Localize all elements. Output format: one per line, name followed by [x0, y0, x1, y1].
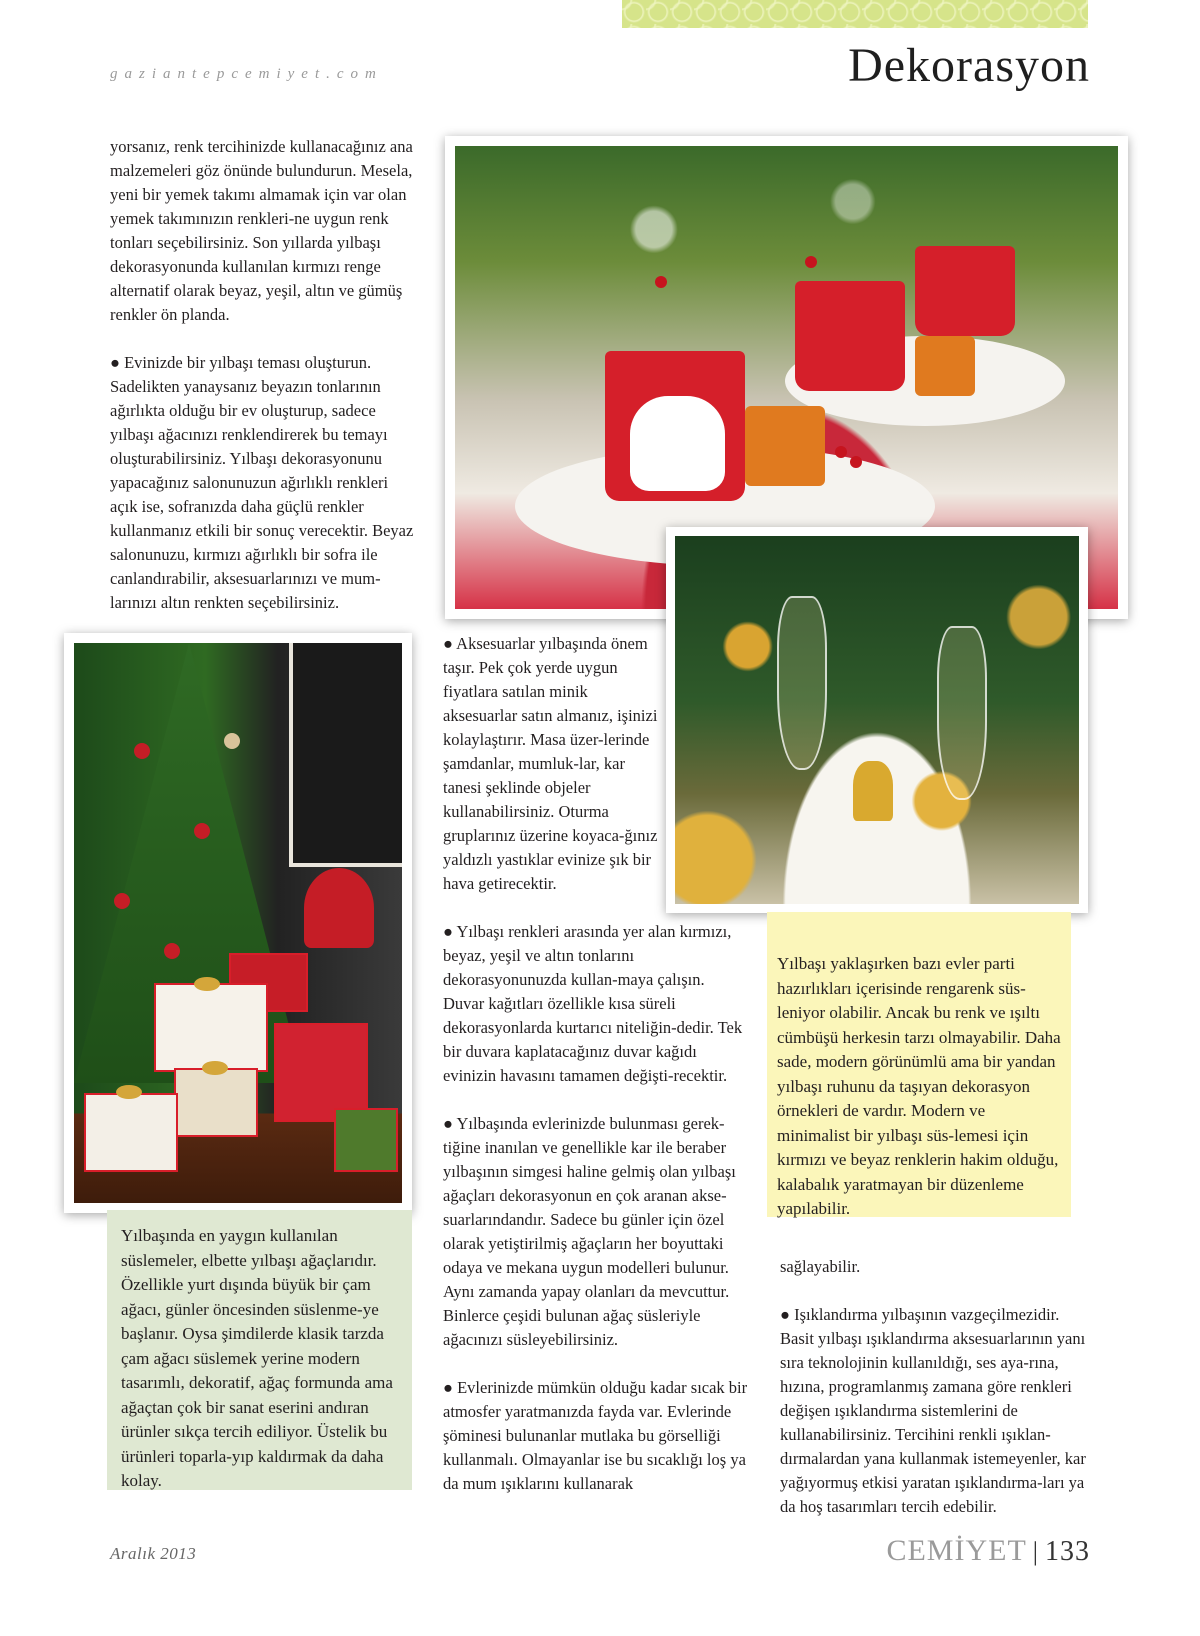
- red-ornament: [134, 743, 150, 759]
- callout-green-box: [107, 1210, 412, 1490]
- article-column-2-top: [443, 632, 661, 896]
- gold-bell-candle: [853, 761, 893, 821]
- gift-bow: [202, 1061, 228, 1075]
- paragraph: ● Evlerinizde mümkün olduğu kadar sıcak bir atmosfer yaratmanızda fayda var. Evlerinde şöminesi bulunanlar mutlaka bu görselliği kullanmalı. Olmayanlar ise bu sıcaklığı loş ya da mum ışıklarını kullanarak: [443, 1378, 748, 1493]
- gift-bow: [194, 977, 220, 991]
- header-pattern-band: [622, 0, 1088, 28]
- page-footer: [886, 1534, 1090, 1568]
- santa-ornament: [630, 396, 725, 491]
- paragraph: ● Yılbaşında evlerinizde bulunması gerek-tiğine inanılan ve genellikle kar ile beraber yılbaşının simgesi haline gelmiş olan yılbaşı ağaçları dekorasyonun en çok aranan akse-suarlarındandır. Sadece bu günler için özel olarak yetiştirilmiş ağaçların her boyuttaki odaya ve mekana uygun modelleri bulunur. Aynı zamanda yapay olanları da mevcuttur. Binlerce çeşidi bulunan ağaç süsleriyle ağacınızı süsleyebilirsiniz.: [443, 1114, 736, 1349]
- holly-berry: [805, 256, 817, 268]
- red-ornament: [194, 823, 210, 839]
- champagne-glass: [937, 626, 987, 800]
- magazine-name: CEMİYET: [886, 1534, 1027, 1567]
- photo-christmas-tree-gifts: [74, 643, 402, 1203]
- photo-champagne-glasses: [675, 536, 1079, 904]
- gift-box: [334, 1108, 398, 1172]
- red-ornament: [164, 943, 180, 959]
- paragraph: ● Aksesuarlar yılbaşında önem taşır. Pek çok yerde uygun fiyatlara satılan minik aksesuarlar satın almanız, işinizi kolaylaştırır. Masa üzer-lerinde şamdanlar, mumluk-lar, kar tanesi şeklinde objeler kullanabilirsiniz. Oturma gruplarınız üzerine koyaca-ğınız yaldızlı yastıklar evinize şık bir hava getirecektir.: [443, 634, 658, 893]
- holly-berry: [655, 276, 667, 288]
- gift-box: [84, 1093, 178, 1172]
- holly-berry: [850, 456, 862, 468]
- article-column-1: [110, 135, 415, 615]
- photo-champagne-frame: [666, 527, 1088, 913]
- gift-bow: [116, 1085, 142, 1099]
- site-url: gaziantepcemiyet.com: [110, 66, 383, 82]
- footer-separator: |: [1032, 1537, 1039, 1566]
- callout-yellow-box: [767, 912, 1071, 1217]
- section-title: Dekorasyon: [848, 39, 1090, 92]
- callout-text: Yılbaşında en yaygın kullanılan süslemeler, elbette yılbaşı ağaçlarıdır. Özellikle yurt dışında büyük bir çam ağacı, günler öncesinden süslenme-ye başlanır. Oysa şimdilerde klasik tarzda çam ağacı süslemek yerine modern tasarımlı, dekoratif, ağaç formunda ama ağaçtan çok bir sanat eserini andıran ürünler sıkça tercih ediliyor. Üstelik bu ürünleri toparla-yıp kaldırmak da daha kolay.: [121, 1226, 393, 1490]
- candle: [915, 336, 975, 396]
- article-column-3: [780, 1255, 1090, 1519]
- red-mug: [915, 246, 1015, 336]
- candle: [745, 406, 825, 486]
- paragraph: sağlayabilir.: [780, 1257, 861, 1276]
- paragraph: ● Yılbaşı renkleri arasında yer alan kırmızı, beyaz, yeşil ve altın tonlarını dekorasyonunuzda kullan-maya çalışın. Duvar kağıtları özellikle kısa süreli dekorasyonlarda kurtarıcı niteliğin-dedir. Tek bir duvara kaplatacağınız duvar kağıdı evinizin havasını tamamen değişti-recektir.: [443, 922, 743, 1085]
- paragraph: yorsanız, renk tercihinizde kullanacağınız ana malzemeleri göz önünde bulundurun. Mesela, yeni bir yemek takımı almamak için var olan yemek takımınızın renkleri-ne uygun renk tonları seçebilirsiniz. Son yıllarda yılbaşı dekorasyonunda kullanılan kırmızı renge alternatif olarak beyaz, yeşil, altın ve gümüş renkler ön planda.: [110, 137, 413, 324]
- red-ornament: [114, 893, 130, 909]
- red-mug: [795, 281, 905, 391]
- page-number: 133: [1045, 1536, 1090, 1567]
- snowy-window: [289, 643, 402, 867]
- issue-date: Aralık 2013: [110, 1544, 197, 1563]
- paragraph: ● Evinizde bir yılbaşı teması oluşturun. Sadelikten yanaysanız beyazın tonlarının ağırlıkta olduğu bir ev oluşturup, sadece yılbaşı ağacınızı renklendirerek bu temayı oluşturabilirsiniz. Yılbaşı dekorasyonunu yapacağınız salonunuzun ağırlıklı renkleri açık ise, sofranızda daha güçlü renkler kullanmanız etkili bir sonuç verecektir. Beyaz salonunuzu, kırmızı ağırlıklı bir sofra ile canlandırabilir, aksesuarlarınızı ve mum-larınızı altın renkten seçebilirsiniz.: [110, 353, 414, 612]
- callout-text: Yılbaşı yaklaşırken bazı evler parti hazırlıkları içerisinde rengarenk süs-leniyor olabilir. Ancak bu renk ve ışıltı cümbüşü herkesin tarzı olmayabilir. Daha sade, modern görünümlü ama bir yandan yılbaşı ruhunu da taşıyan dekorasyon örnekleri de vardır. Modern ve minimalist bir yılbaşı süs-lemesi için kırmızı ve beyaz renklerin hakim olduğu, kalabalık yaratmayan bir düzenleme yapılabilir.: [777, 954, 1061, 1218]
- paragraph: ● Işıklandırma yılbaşının vazgeçilmezidir. Basit yılbaşı ışıklandırma aksesuarlarının yanı sıra teknolojinin kullanıldığı, ses aya-rına, hızına, programlanmış zamana göre renkleri değişen ışıklandırma sistemlerini de kullanabilirsiniz. Tercihini renkli ışıklan-dırmalardan yana kullanmak istemeyenler, kar yağıyormuş etkisi yaratan ışıklandırma-ları ya da hoş tasarımları tercih edebilir.: [780, 1305, 1086, 1516]
- silver-ornament: [224, 733, 240, 749]
- santa-hat: [304, 868, 374, 948]
- gift-box: [174, 1068, 258, 1137]
- gift-box: [154, 983, 268, 1072]
- photo-tree-frame: [64, 633, 412, 1213]
- holly-berry: [835, 446, 847, 458]
- article-column-2-bottom: [443, 920, 748, 1496]
- champagne-glass: [777, 596, 827, 770]
